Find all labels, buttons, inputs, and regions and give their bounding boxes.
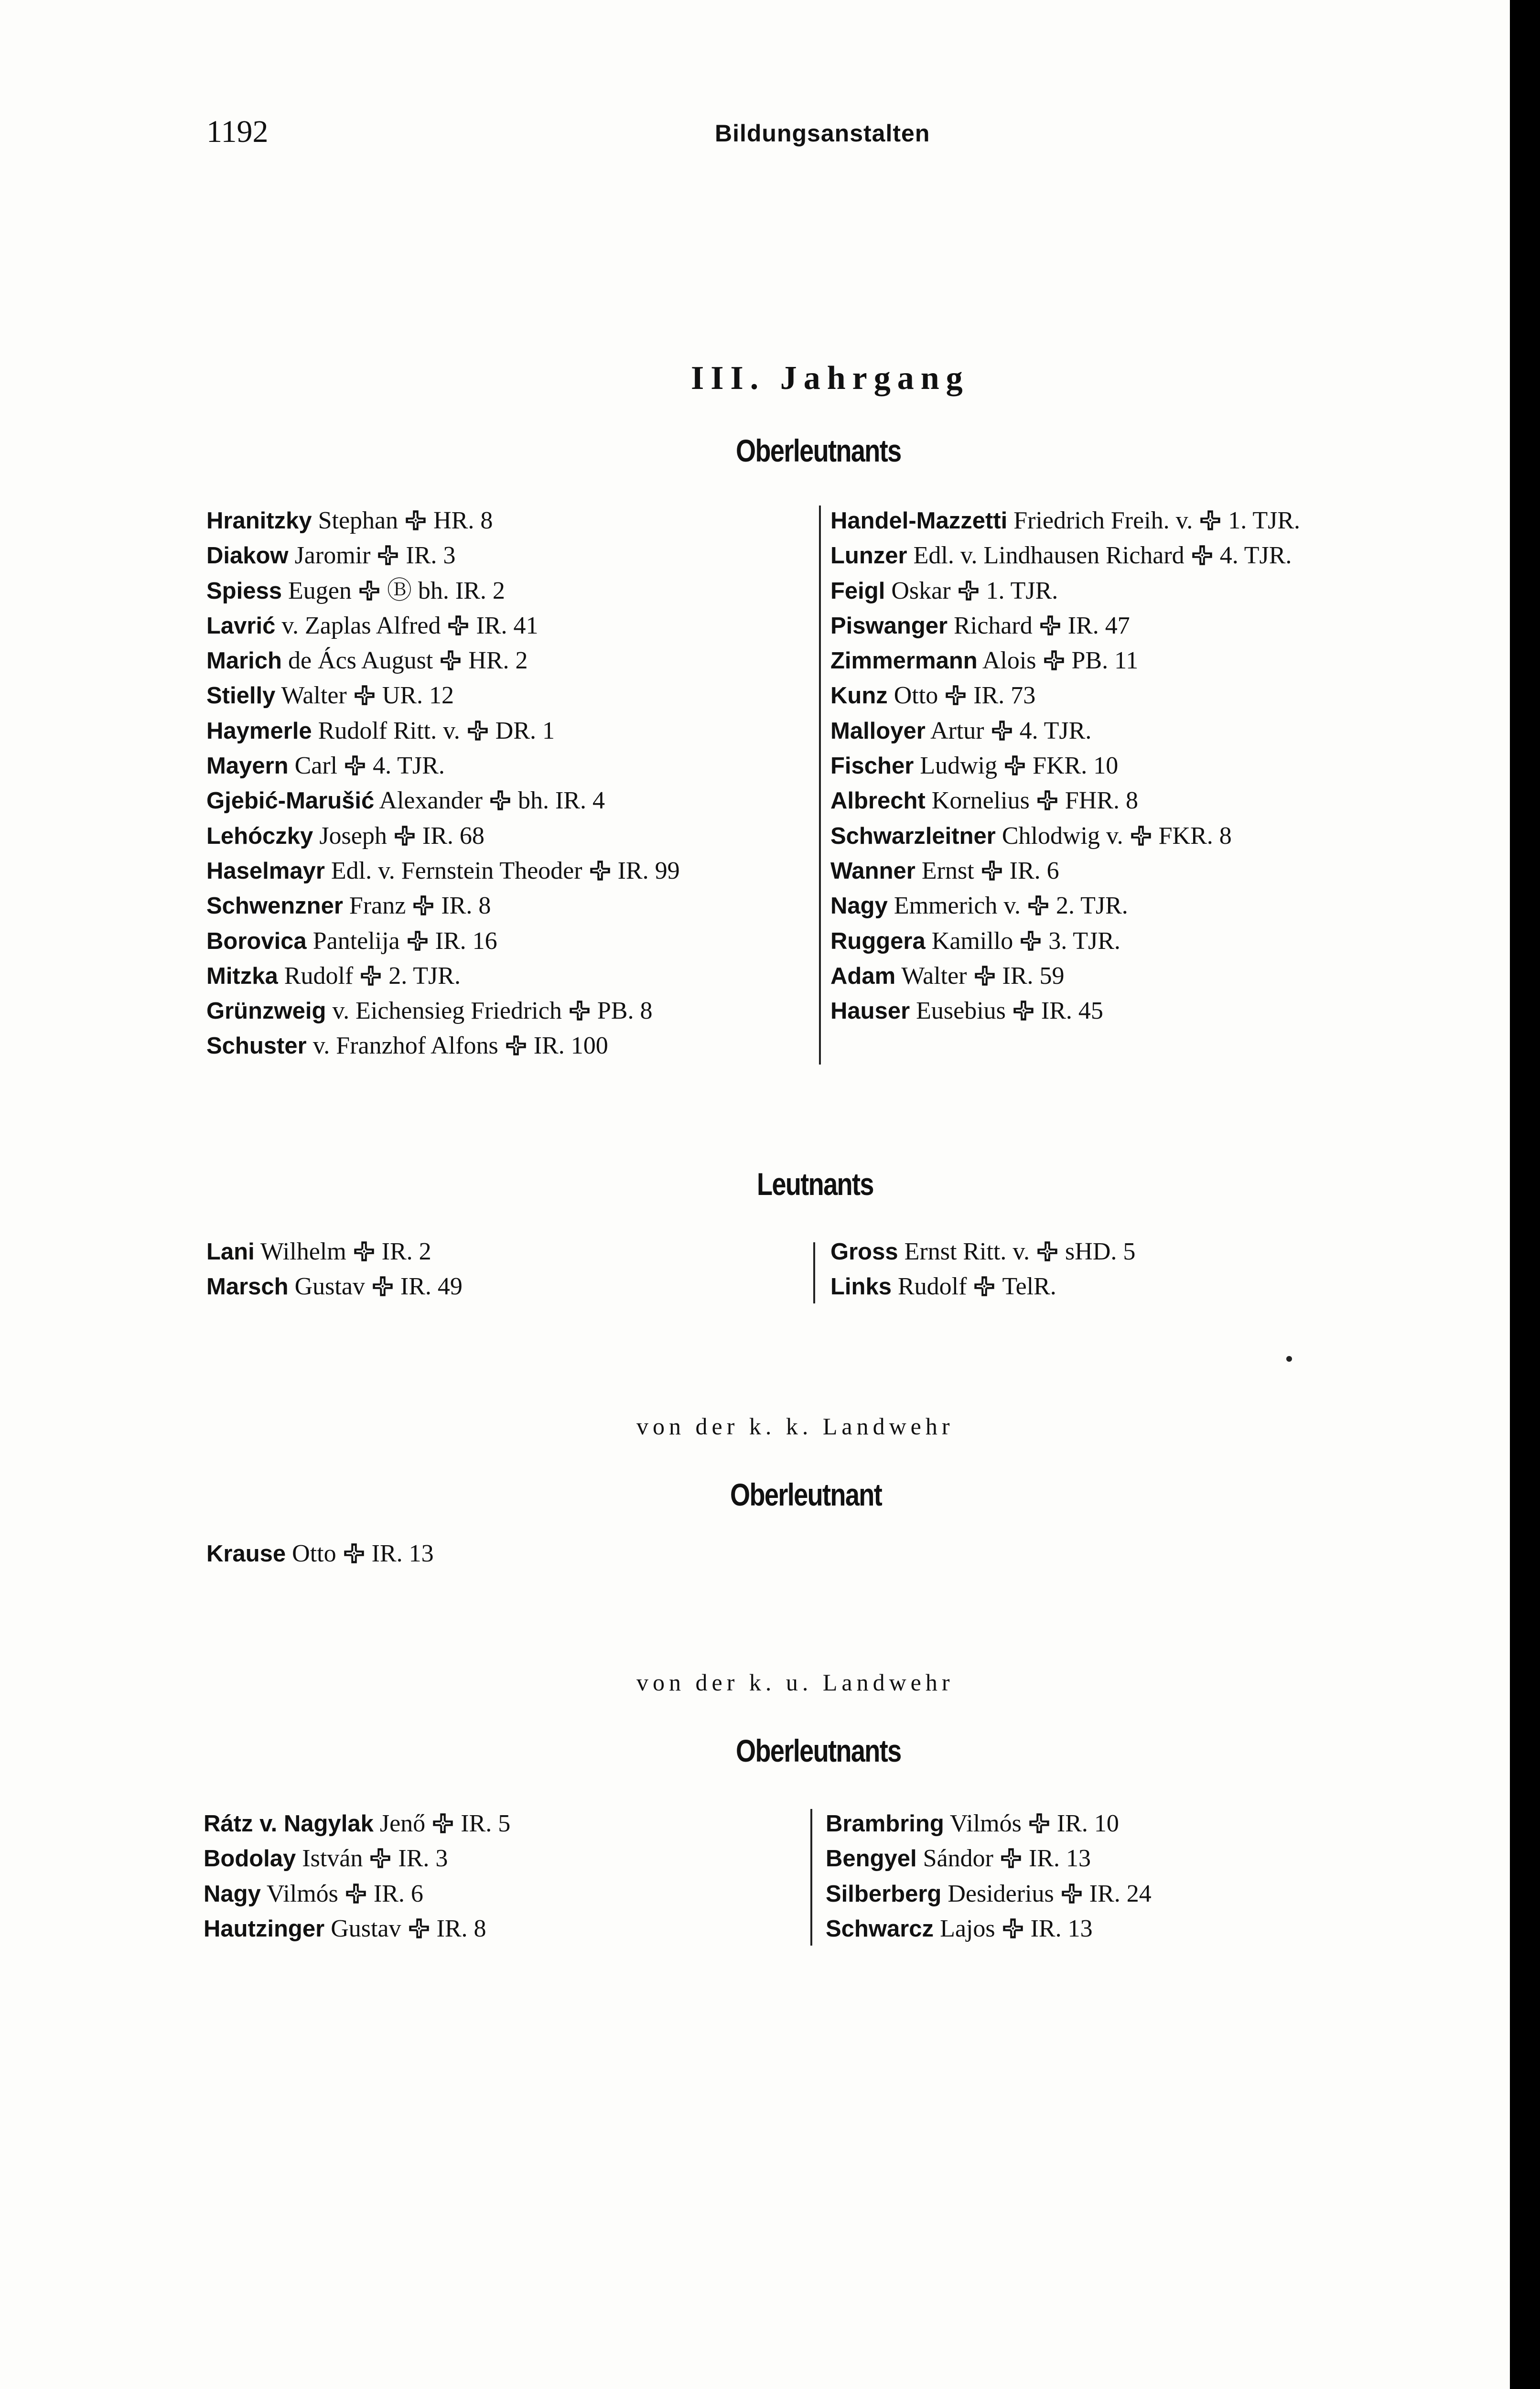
entry-unit: 4. TJR. [373,752,445,780]
kk-landwehr-list [206,1536,434,1571]
section-title-leutnants: Leutnants [757,1166,873,1202]
cross-icon [1043,646,1065,668]
section-title-oberleutnants-ku: Oberleutnants [736,1733,901,1768]
list-item [206,608,680,643]
entry-given-name: Walter [901,962,967,990]
entry-given-name: Otto [292,1540,336,1567]
entry-given-name: Gustav [294,1273,365,1301]
entry-given-name: Vilmós [266,1880,338,1907]
entry-surname: Gross [830,1239,898,1265]
list-item [830,643,1300,678]
entry-surname: Links [830,1274,892,1300]
list-item [206,818,680,853]
section-title-oberleutnant: Oberleutnant [730,1477,882,1512]
entry-given-name: Ernst [921,857,974,884]
entry-given-name: Franz [349,892,406,920]
cross-icon [1000,1844,1022,1866]
entry-unit: IR. 8 [441,892,491,920]
cross-icon [358,576,380,598]
cross-icon [344,751,366,773]
entry-surname: Schwenzner [206,893,343,919]
entry-given-name: Richard [954,612,1033,639]
entry-surname: Lunzer [830,543,907,569]
cross-icon [505,1031,527,1053]
list-item [204,1806,510,1841]
page-number: 1192 [206,114,269,149]
entry-unit: IR. 13 [371,1540,434,1567]
cross-icon [1061,1879,1083,1901]
list-item [826,1841,1152,1876]
entry-unit: Ⓑ bh. IR. 2 [387,577,505,604]
list-item [206,503,680,538]
cross-icon [1004,751,1026,773]
entry-given-name: Alexander [379,787,483,815]
entry-unit: UR. 12 [382,682,454,710]
entry-unit: HR. 2 [468,647,528,675]
entry-given-name: Artur [930,717,984,744]
list-item [206,573,680,608]
entry-given-name: Edl. v. Lindhausen Richard [913,542,1185,570]
list-item [830,573,1300,608]
entry-unit: IR. 99 [617,857,680,884]
cross-icon [440,646,462,668]
entry-unit: IR. 6 [373,1880,423,1907]
subheading-ku-landwehr: von der k. u. Landwehr [636,1669,954,1696]
list-item [206,958,680,993]
cross-icon [1036,1237,1058,1259]
leutnants-left-list [206,1234,463,1304]
list-item [206,888,680,923]
entry-surname: Nagy [204,1881,261,1907]
ink-speck [1286,1356,1292,1362]
entry-unit: IR. 5 [461,1810,511,1837]
entry-given-name: v. Eichensieg Friedrich [332,997,562,1025]
entry-given-name: Vilmós [949,1810,1022,1837]
list-item [206,993,680,1028]
entry-surname: Ruggera [830,928,926,954]
cross-icon [569,996,591,1018]
column-divider [819,506,821,1065]
cross-icon [394,821,416,843]
entry-given-name: Carl [294,752,338,780]
entry-unit: 1. TJR. [1228,507,1301,534]
entry-unit: IR. 49 [400,1273,463,1301]
cross-icon [489,786,511,808]
cross-icon [1036,786,1058,808]
list-item [206,1536,434,1571]
entry-surname: Piswanger [830,613,948,639]
entry-surname: Spiess [206,578,282,604]
entry-surname: Marsch [206,1274,289,1300]
entry-surname: Zimmermann [830,648,978,674]
entry-unit: DR. 1 [495,717,555,744]
entry-surname: Bodolay [204,1846,296,1872]
list-item [826,1806,1152,1841]
entry-unit: HR. 8 [433,507,493,534]
column-divider [810,1809,812,1946]
entry-surname: Schwarzleitner [830,823,996,849]
cross-icon [353,1237,375,1259]
column-divider [813,1242,815,1303]
cross-icon [467,716,489,738]
entry-surname: Schwarcz [826,1916,934,1942]
entry-surname: Silberberg [826,1881,942,1907]
entry-given-name: Friedrich Freih. v. [1013,507,1193,534]
year-title: III. Jahrgang [691,360,969,397]
list-item [830,608,1300,643]
cross-icon [447,611,469,633]
list-item [206,713,680,748]
entry-unit: IR. 68 [422,822,485,850]
entry-unit: IR. 59 [1002,962,1065,990]
entry-given-name: Wilhelm [260,1238,346,1265]
cross-icon [345,1879,367,1901]
entry-unit: 4. TJR. [1219,542,1292,570]
ku-landwehr-right-list [826,1806,1152,1946]
entry-surname: Wanner [830,858,915,884]
entry-given-name: Stephan [318,507,398,534]
entry-given-name: Kornelius [931,787,1030,815]
list-item [830,678,1300,713]
cross-icon [1130,821,1152,843]
list-item [206,1269,463,1304]
cross-icon [372,1272,394,1294]
entry-given-name: Rudolf [897,1273,967,1301]
list-item [830,924,1300,958]
list-item [830,888,1300,923]
cross-icon [432,1809,454,1831]
entry-unit: sHD. 5 [1065,1238,1136,1265]
cross-icon [377,541,399,563]
cross-icon [1002,1914,1024,1936]
oberleutnants-right-list [830,503,1300,1028]
cross-icon [354,681,376,703]
entry-given-name: Walter [281,682,347,710]
entry-given-name: Alois [982,647,1036,675]
list-item [830,958,1300,993]
entry-given-name: Eugen [288,577,352,604]
cross-icon [1191,541,1213,563]
list-item [830,713,1300,748]
cross-icon [945,681,967,703]
entry-given-name: Gustav [331,1915,401,1942]
cross-icon [405,506,427,528]
entry-unit: bh. IR. 4 [517,787,605,815]
entry-surname: Haymerle [206,718,312,744]
entry-surname: Borovica [206,928,307,954]
entry-given-name: Sándor [923,1845,993,1872]
entry-unit: IR. 47 [1067,612,1130,639]
cross-icon [360,961,382,983]
list-item [830,783,1300,818]
entry-surname: Malloyer [830,718,926,744]
entry-surname: Mitzka [206,963,278,989]
entry-unit: IR. 8 [436,1915,486,1942]
cross-icon [412,891,434,913]
cross-icon [407,926,429,948]
entry-unit: IR. 24 [1089,1880,1152,1907]
cross-icon [981,856,1003,878]
entry-given-name: Chlodwig v. [1002,822,1123,850]
entry-surname: Marich [206,648,282,674]
list-item [830,818,1300,853]
list-item [204,1876,510,1911]
entry-surname: Lani [206,1239,255,1265]
entry-unit: IR. 100 [533,1032,608,1060]
section-title-oberleutnants: Oberleutnants [736,433,901,468]
entry-surname: Albrecht [830,788,926,814]
entry-given-name: Ernst Ritt. v. [904,1238,1030,1265]
entry-unit: IR. 3 [398,1845,448,1872]
entry-given-name: Jenő [379,1810,426,1837]
list-item [830,503,1300,538]
list-item [204,1911,510,1946]
entry-given-name: Jaromir [294,542,371,570]
entry-given-name: Rudolf [284,962,354,990]
entry-unit: IR. 41 [476,612,538,639]
entry-unit: 4. TJR. [1019,717,1092,744]
entry-surname: Krause [206,1541,286,1567]
cross-icon [1028,1809,1050,1831]
list-item [206,853,680,888]
entry-unit: TelR. [1002,1273,1056,1301]
entry-surname: Nagy [830,893,888,919]
ku-landwehr-left-list [204,1806,510,1946]
entry-given-name: v. Franzhof Alfons [312,1032,498,1060]
entry-given-name: István [302,1845,363,1872]
entry-unit: IR. 2 [381,1238,431,1265]
cross-icon [958,576,980,598]
entry-unit: IR. 13 [1028,1845,1091,1872]
cross-icon [1199,506,1221,528]
list-item [206,783,680,818]
entry-unit: IR. 73 [973,682,1036,710]
list-item [204,1841,510,1876]
cross-icon [589,856,611,878]
cross-icon [369,1844,391,1866]
entry-unit: 1. TJR. [986,577,1058,604]
list-item [206,1234,463,1269]
entry-given-name: de Ács August [288,647,433,675]
cross-icon [1027,891,1049,913]
entry-unit: FHR. 8 [1065,787,1139,815]
entry-surname: Schuster [206,1033,307,1059]
entry-surname: Hautzinger [204,1916,325,1942]
list-item [830,1269,1135,1304]
list-item [206,643,680,678]
list-item [206,748,680,783]
entry-surname: Gjebić-Marušić [206,788,375,814]
entry-unit: IR. 6 [1009,857,1059,884]
entry-given-name: Joseph [319,822,387,850]
entry-surname: Fischer [830,753,914,779]
entry-given-name: Desiderius [948,1880,1054,1907]
entry-unit: FKR. 8 [1158,822,1232,850]
entry-given-name: Oskar [891,577,951,604]
entry-given-name: Emmerich v. [894,892,1021,920]
running-title: Bildungsanstalten [715,120,930,147]
cross-icon [1020,926,1042,948]
cross-icon [991,716,1013,738]
cross-icon [973,1272,995,1294]
entry-given-name: Rudolf Ritt. v. [318,717,460,744]
entry-unit: PB. 8 [597,997,653,1025]
list-item [206,924,680,958]
entry-surname: Hranitzky [206,508,312,534]
leutnants-right-list [830,1234,1135,1304]
entry-surname: Feigl [830,578,885,604]
list-item [826,1876,1152,1911]
entry-surname: Rátz v. Nagylak [204,1811,374,1837]
entry-given-name: Kamillo [931,927,1013,955]
entry-surname: Adam [830,963,896,989]
list-item [206,678,680,713]
entry-given-name: Otto [894,682,938,710]
entry-unit: IR. 3 [406,542,456,570]
entry-unit: IR. 10 [1056,1810,1119,1837]
entry-surname: Diakow [206,543,289,569]
entry-surname: Mayern [206,753,289,779]
list-item [830,538,1300,573]
list-item [830,748,1300,783]
cross-icon [1012,996,1034,1018]
entry-surname: Haselmayr [206,858,325,884]
cross-icon [974,961,996,983]
entry-unit: 3. TJR. [1048,927,1120,955]
entry-surname: Bengyel [826,1846,917,1872]
oberleutnants-left-list [206,503,680,1064]
entry-unit: FKR. 10 [1033,752,1119,780]
entry-given-name: Pantelija [312,927,400,955]
cross-icon [408,1914,430,1936]
list-item [830,1234,1135,1269]
cross-icon [343,1539,365,1561]
entry-surname: Handel-Mazzetti [830,508,1008,534]
cross-icon [1039,611,1061,633]
entry-surname: Hauser [830,998,910,1024]
entry-surname: Brambring [826,1811,944,1837]
subheading-kk-landwehr: von der k. k. Landwehr [636,1413,954,1440]
entry-given-name: Lajos [940,1915,995,1942]
entry-unit: IR. 16 [435,927,497,955]
list-item [206,1028,680,1063]
entry-unit: 2. TJR. [1056,892,1128,920]
entry-surname: Lehóczky [206,823,313,849]
entry-surname: Stielly [206,683,276,709]
entry-unit: 2. TJR. [388,962,461,990]
entry-given-name: Edl. v. Fernstein Theoder [331,857,582,884]
entry-given-name: Ludwig [920,752,998,780]
entry-surname: Kunz [830,683,888,709]
entry-given-name: Eusebius [916,997,1006,1025]
entry-given-name: v. Zaplas Alfred [281,612,441,639]
list-item [830,993,1300,1028]
list-item [826,1911,1152,1946]
entry-unit: IR. 13 [1030,1915,1093,1942]
list-item [830,853,1300,888]
entry-surname: Grünzweig [206,998,326,1024]
entry-unit: PB. 11 [1071,647,1139,675]
list-item [206,538,680,573]
entry-unit: IR. 45 [1041,997,1103,1025]
entry-surname: Lavrić [206,613,276,639]
